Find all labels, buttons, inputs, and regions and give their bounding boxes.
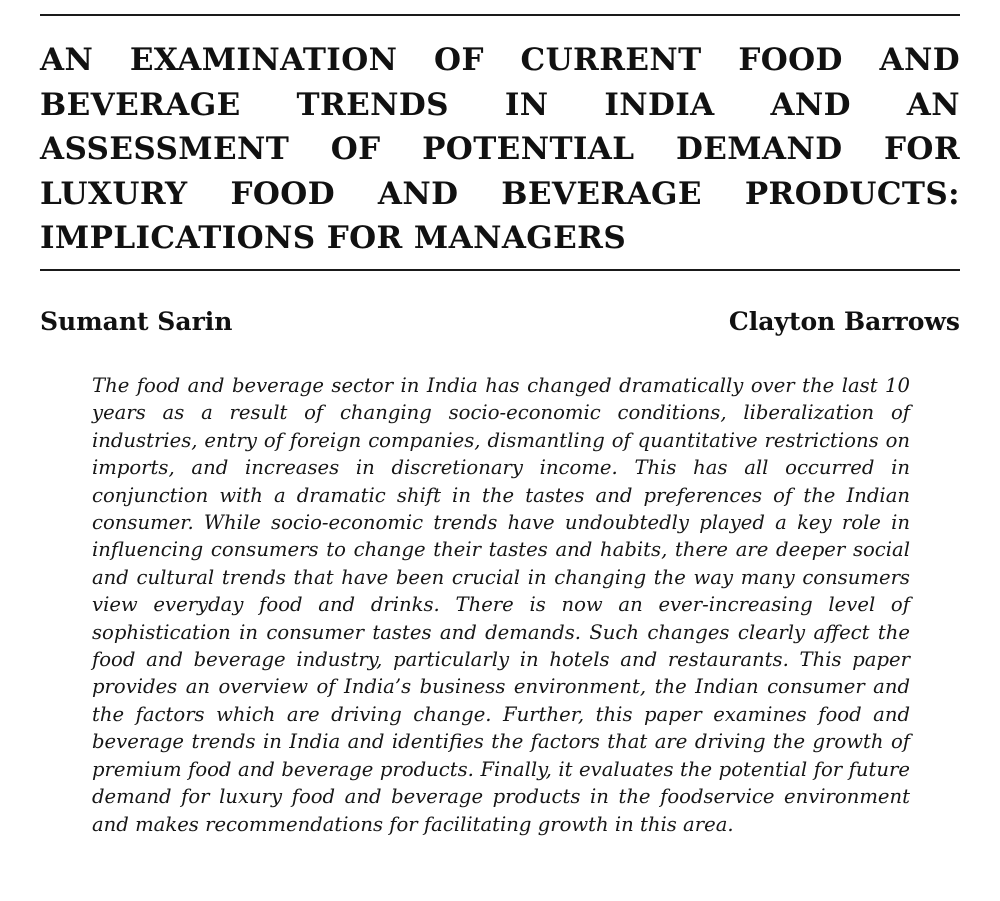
title-top-rule xyxy=(40,14,960,16)
author-clayton-barrows: Clayton Barrows xyxy=(728,307,960,336)
title-bottom-rule xyxy=(40,269,960,271)
paper-title: AN EXAMINATION OF CURRENT FOOD AND BEVERAGE TRENDS IN INDIA AND AN ASSESSMENT OF POTENTIAL DEMAND FOR LUXURY FOOD AND BEVERAGE PRODUCTS: IMPLICATIONS FOR MANAGERS xyxy=(40,42,960,256)
abstract-text: The food and beverage sector in India has changed dramatically over the last 10 years as a result of changing socio-economic conditions, liberalization of industries, entry of foreign companies, dismantling of quantitative restrictions on imports, and increases in discretionary income. This has all occurred in conjunction with a dramatic shift in the tastes and preferences of the Indian consumer. While socio-economic trends have undoubtedly played a key role in influencing consumers to change their tastes and habits, there are deeper social and cultural trends that have been crucial in changing the way many consumers view everyday food and drinks. There is now an ever-increasing level of sophistication in consumer tastes and demands. Such changes clearly affect the food and beverage industry, particularly in hotels and restaurants. This paper provides an overview of India’s business environment, the Indian consumer and the factors which are driving change. Further, this paper examines food and beverage trends in India and identifies the factors that are driving the growth of premium food and beverage products. Finally, it evaluates the potential for future demand for luxury food and beverage products in the foodservice environment and makes recommendations for facilitating growth in this area. xyxy=(92,374,910,836)
author-sumant-sarin: Sumant Sarin xyxy=(40,307,233,336)
